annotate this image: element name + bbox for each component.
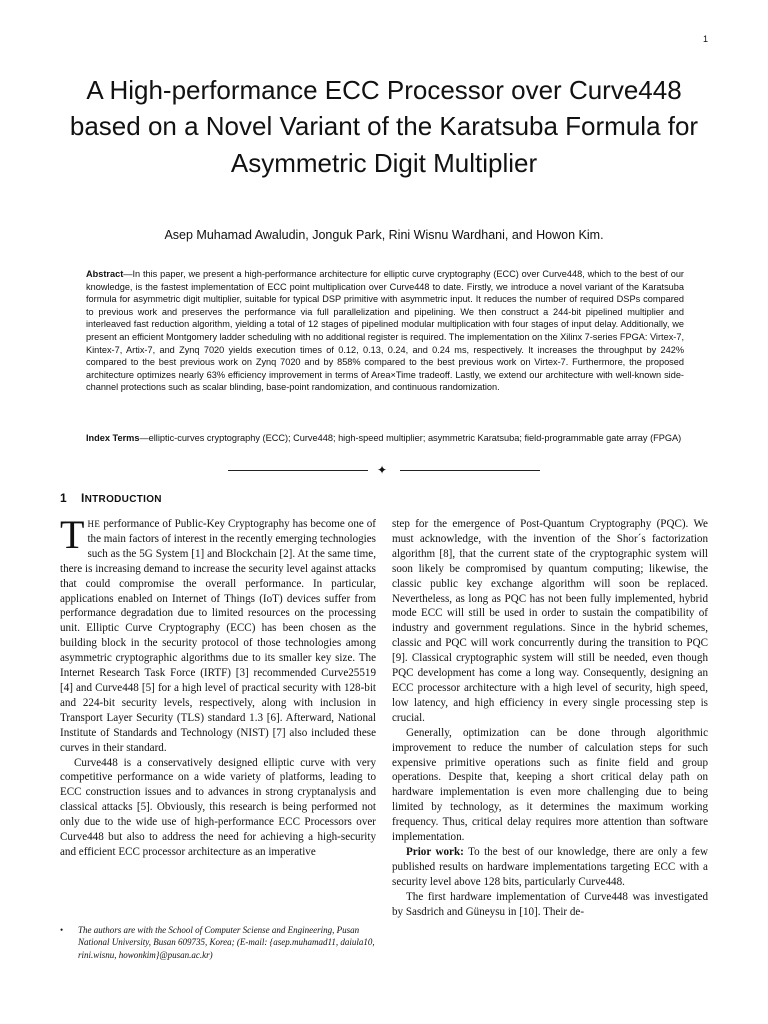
left-column — [60, 512, 376, 860]
intro-paragraph-1 — [60, 512, 376, 756]
author-list: Asep Muhamad Awaludin, Jonguk Park, Rini Wisnu Wardhani, and Howon Kim. — [164, 228, 604, 242]
footnote-bullet: • — [60, 925, 64, 935]
abstract — [86, 268, 684, 394]
index-terms-label: Index Terms — [86, 433, 140, 443]
prior-work-paragraph — [392, 845, 708, 890]
section-number: 1 — [60, 491, 67, 505]
abstract-label: Abstract — [86, 269, 124, 279]
intro-paragraph-3: Generally, optimization can be done through algorithmic improvement to reduce the number of calculation steps for such expensive primitive operations such as finite field and group operations. Despite that, keeping a short critical delay path on hardware implementation is even more challenging due to being limited by technology, as it determines the maximum working frequency. Thus, critical delay requires more attention than software implementation. — [392, 726, 708, 844]
prior-work-text: To the best of our knowledge, there are only a few published results on hardware implementations targeting ECC with a security level above 128 bits, particularly Curve448. — [392, 845, 708, 888]
page-number: 1 — [702, 34, 708, 44]
small-caps-lead: HE — [87, 519, 101, 529]
index-terms-text: —elliptic-curves cryptography (ECC); Curve448; high-speed multiplier; asymmetric Karatsuba; field-programmable gate array (FPGA) — [139, 433, 682, 443]
separator-diamond-icon: ✦ — [377, 463, 388, 477]
author-footnote — [60, 924, 376, 961]
intro-paragraph-5: The first hardware implementation of Curve448 was investigated by Sasdrich and Güneysu in [10]. Their de- — [392, 890, 708, 918]
intro-paragraph-2-continued: step for the emergence of Post-Quantum Cryptography (PQC). We must acknowledge, with the invention of the Shor´s factorization algorithm [8], that the current state of the cryptographic system will soon likely be compromised by quantum computing; likewise, the classic public key exchange algorithm will soon be replaced. Nevertheless, as long as PQC has not been fully implemented, hybrid mode ECC will still be used in order to sustain the compatibility of industry and government regulations. Since in the hybrid schemes, classic and PQC will work concurrently during the transition to PQC [9]. Classical cryptographic system will still be needed, even though PQC development has come a long way. Consequently, designing an ECC processor architecture with a high level of security, high speed, low latency, and high efficiency in every single processing step is crucial. — [392, 518, 708, 724]
section-title-initial: I — [80, 491, 85, 505]
drop-cap: T — [60, 512, 85, 557]
abstract-text: —In this paper, we present a high-performance architecture for elliptic curve cryptography (ECC) over Curve448, which to the best of our knowledge, is the fastest implementation of ECC point multiplication over Curve448 to date. Firstly, we introduce a novel variant of the Karatsuba formula for asymmetric digit multiplier, suitable for typical DSP primitive with asymmetric input. It reduces the number of required DSPs compared to previous work and preserves the performance via full parallelization and pipelining. We then construct a 244-bit pipelined multiplier and interleaved fast reduction algorithm, yielding a total of 12 stages of pipelined modular multiplication with four stages of input delay. Additionally, we present an efficient Montgomery ladder scheduling with no additional register is required. The implementation on the Xilinx 7-series FPGA: Virtex-7, Kintex-7, Artix-7, and Zynq 7020 yields execution times of 0.12, 0.13, 0.24, and 0.24 ms, respectively. It increases the throughput by 242% compared to the best previous work on Zynq 7020 and by 858% compared to the best previous work on Virtex-7. Furthermore, the proposed architecture optimizes nearly 63% efficiency improvement in terms of Area×Time tradeoff. Lastly, we extend our architecture with well-known side-channel protections such as scalar blinding, base-point randomization, and continuous randomization. — [86, 269, 685, 393]
section-heading — [60, 491, 162, 505]
intro-paragraph-1-text: performance of Public-Key Cryptography has become one of the main factors of interest in the recently emerging technologies such as the 5G System [1] and Blockchain [2]. At the same time, there is increasing demand to increase the security level against attacks that could compromise the overall performance. In particular, applications enabled on Internet of Things (IoT) devices suffer from performance degradation due to limited resources on the processing unit. Elliptic Curve Cryptography (ECC) has been chosen as the building block in the security protocol of those technologies among asymmetric cryptographic algorithms due to its smaller key size. The Internet Research Task Force (IRTF) [3] recommended Curve25519 [4] and Curve448 [5] for a high level of practical security with 128-bit and 224-bit security levels, respectively, along with inclusion in Transport Layer Security (TLS) standard 1.3 [6]. Afterward, National Institute of Standards and Technology (NIST) [7] also included these curves in their standard. — [60, 518, 376, 754]
separator-rule-right — [400, 470, 540, 471]
footnote-text: The authors are with the School of Computer Sciense and Engineering, Pusan National University, Busan 609735, Korea; (E-mail: {asep.muhamad11, daiula10, rini.wisnu, howonkim}@pusan.ac.kr) — [78, 925, 375, 960]
separator-rule-left — [228, 470, 368, 471]
intro-paragraph-2: Curve448 is a conservatively designed elliptic curve with very competitive performance on a wide variety of platforms, leading to ECC construction issues and to advances in strong cryptanalysis and classical attacks [5]. Obviously, this research is being performed not only due to the wide use of high-performance ECC Processors over Curve448 but also to address the need for achieving a high-security and efficient ECC processor architecture as an imperative — [60, 756, 376, 858]
index-terms — [86, 432, 684, 445]
right-column — [392, 517, 708, 919]
prior-work-label: Prior work: — [406, 845, 464, 858]
paper-title: A High-performance ECC Processor over Curve448 based on a Novel Variant of the Karatsuba Formula for Asymmetric Digit Multiplier — [69, 75, 699, 178]
section-title-rest: NTRODUCTION — [84, 494, 162, 505]
